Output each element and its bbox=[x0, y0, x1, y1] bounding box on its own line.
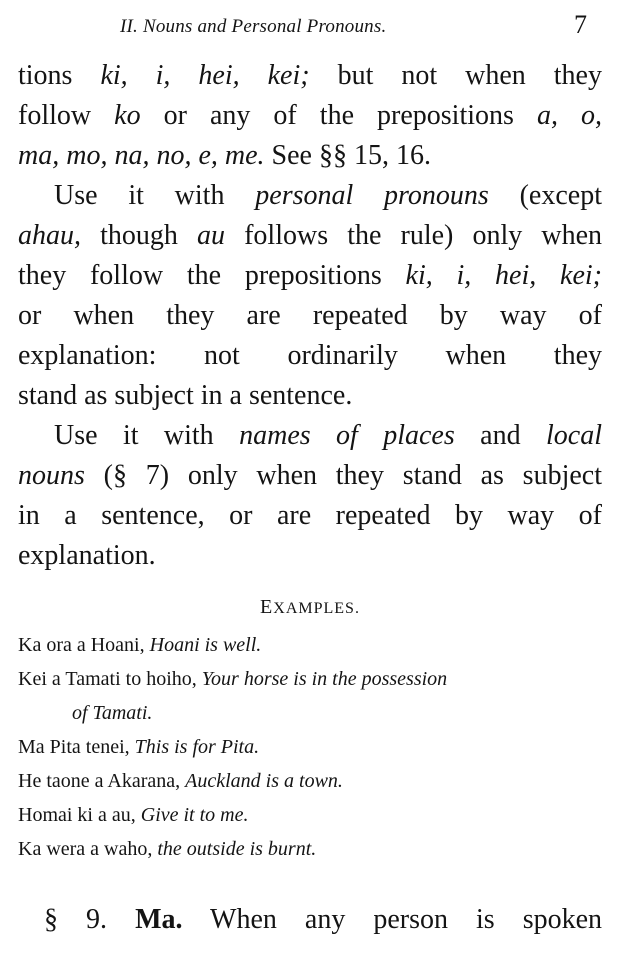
example-item bbox=[18, 730, 608, 764]
example-item bbox=[18, 662, 608, 696]
maori-sentence: Homai ki a au, bbox=[18, 804, 141, 826]
text-line: follow ko or any of the prepositions a, o, bbox=[18, 100, 603, 131]
english-translation: This is for Pita. bbox=[134, 736, 260, 758]
text-line: they follow the prepositions ki, i, hei, kei; bbox=[18, 260, 602, 291]
text-line: ma, mo, na, no, e, me. See §§ 15, 16. bbox=[18, 140, 431, 171]
running-head bbox=[0, 8, 620, 48]
example-item bbox=[18, 798, 608, 832]
english-translation: Auckland is a town. bbox=[185, 770, 343, 792]
section-heading bbox=[18, 898, 602, 942]
section-keyword: Ma. bbox=[135, 904, 183, 935]
example-item bbox=[18, 628, 608, 662]
examples-heading: EXAMPLES. bbox=[260, 596, 360, 618]
text-line: ahau, though au follows the rule) only when bbox=[18, 220, 603, 251]
example-continuation bbox=[18, 696, 608, 730]
maori-sentence: Kei a Tamati to hoiho, bbox=[18, 668, 202, 690]
example-item bbox=[18, 832, 608, 866]
text-line: Use it with names of places and local bbox=[54, 420, 602, 451]
text-line: in a sentence, or are repeated by way of bbox=[18, 500, 602, 531]
text-line: nouns (§ 7) only when they stand as subject bbox=[18, 460, 602, 491]
text-line: stand as subject in a sentence. bbox=[18, 380, 353, 411]
english-translation: Give it to me. bbox=[140, 804, 249, 826]
maori-sentence: Ka ora a Hoani, bbox=[18, 634, 150, 656]
section-text: When any person is spoken bbox=[210, 904, 603, 935]
english-translation: Your horse is in the possession bbox=[201, 668, 448, 690]
maori-sentence: He taone a Akarana, bbox=[18, 770, 186, 792]
english-translation: of Tamati. bbox=[72, 702, 153, 724]
example-item bbox=[18, 764, 608, 798]
examples-list bbox=[18, 628, 608, 866]
english-translation: Hoani is well. bbox=[149, 634, 262, 656]
text-line: explanation. bbox=[18, 540, 156, 571]
text-line: tions ki, i, hei, kei; but not when they bbox=[18, 60, 602, 91]
maori-sentence: Ka wera a waho, bbox=[18, 838, 158, 860]
english-translation: the outside is burnt. bbox=[157, 838, 317, 860]
maori-sentence: Ma Pita tenei, bbox=[18, 736, 135, 758]
chapter-title: II. Nouns and Personal Pronouns. bbox=[120, 16, 387, 37]
body-text bbox=[18, 56, 602, 576]
section-number: § 9. bbox=[44, 904, 108, 935]
text-line: explanation: not ordinarily when they bbox=[18, 340, 602, 371]
text-line: Use it with personal pronouns (except bbox=[54, 180, 602, 211]
text-line: or when they are repeated by way of bbox=[18, 300, 602, 331]
page-number: 7 bbox=[574, 10, 587, 39]
